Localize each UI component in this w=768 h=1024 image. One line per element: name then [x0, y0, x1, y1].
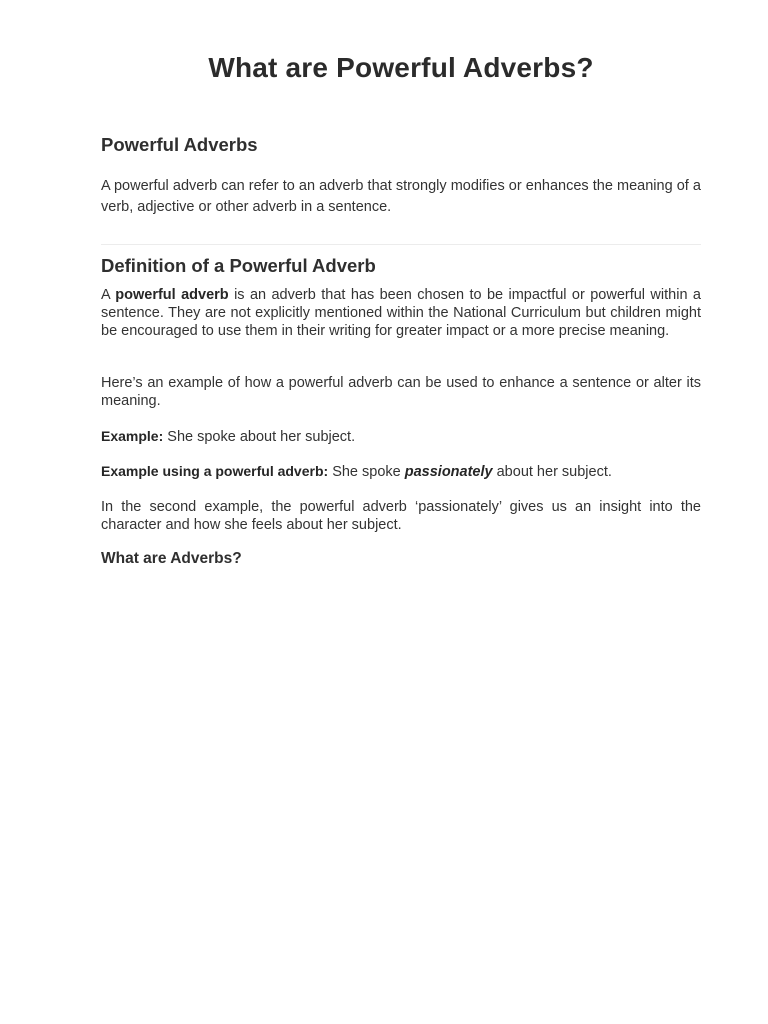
section-heading-powerful-adverbs: Powerful Adverbs [101, 134, 258, 155]
definition-rest: is an adverb that has been chosen to be impactful or powerful within a sentence. They are not explicitly mentioned within the National Curriculum but children might be encouraged to use them in their writing for greater impact or a more precise meaning. [101, 287, 701, 339]
section-heading-definition: Definition of a Powerful Adverb [101, 255, 376, 276]
section-heading-what-are-adverbs: What are Adverbs? [101, 550, 242, 567]
definition-term: powerful adverb [115, 287, 229, 303]
example-powerful-after: about her subject. [492, 464, 612, 480]
example-powerful-before: She spoke [328, 464, 405, 480]
example-powerful-label: Example using a powerful adverb: [101, 463, 329, 479]
intro-paragraph: A powerful adverb can refer to an adverb that strongly modifies or enhances the meaning of a verb, adjective or other adverb in a sentence. [101, 178, 701, 215]
example-adverb: passionately [404, 464, 493, 480]
example-plain [101, 427, 701, 446]
example-plain-text: She spoke about her subject. [163, 429, 356, 445]
example-label: Example: [101, 428, 164, 444]
section-divider [101, 244, 701, 245]
page-title: What are Powerful Adverbs? [208, 52, 594, 83]
example-powerful [101, 462, 701, 481]
explanation-paragraph: In the second example, the powerful adverb ‘passionately’ gives us an insight into the character and how she feels about her subject. [101, 499, 701, 533]
definition-prefix: A [101, 287, 116, 303]
definition-paragraph [101, 286, 701, 340]
example-intro-paragraph: Here’s an example of how a powerful adverb can be used to enhance a sentence or alter its meaning. [101, 375, 701, 409]
